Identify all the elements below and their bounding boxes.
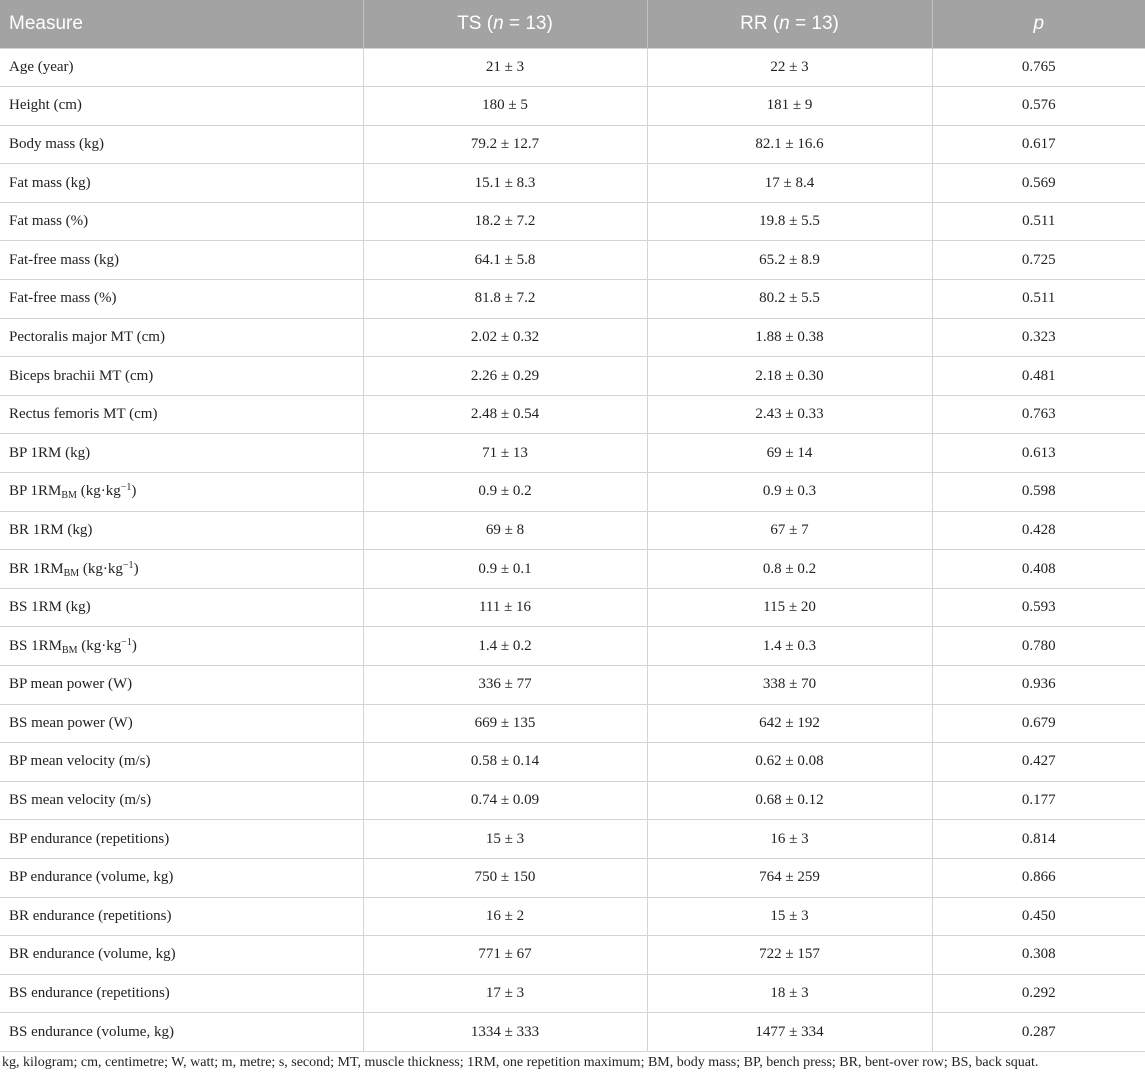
measure-cell: BR $1RM_{BM}$ $(kg\cdot kg^{-1})$: [0, 550, 363, 589]
p-value-cell: 0.308: [932, 936, 1145, 975]
measure-cell: BP $1RM_{BM}$ $(kg\cdot kg^{-1})$: [0, 473, 363, 512]
header-rr: RR (n = 13): [647, 0, 932, 48]
rr-cell: 1.4 ± 0.3: [647, 627, 932, 666]
ts-cell: 669 ± 135: [363, 704, 647, 743]
measure-cell: Fat-free mass (kg): [0, 241, 363, 280]
ts-cell: 0.9 ± 0.2: [363, 473, 647, 512]
p-value-cell: 0.427: [932, 743, 1145, 782]
table-row: [0, 974, 1145, 1013]
p-value-cell: 0.323: [932, 318, 1145, 357]
measure-cell: Body mass (kg): [0, 125, 363, 164]
p-value-cell: 0.593: [932, 588, 1145, 627]
rr-cell: 17 ± 8.4: [647, 164, 932, 203]
table-row: [0, 280, 1145, 319]
ts-cell: 2.26 ± 0.29: [363, 357, 647, 396]
table-row: [0, 704, 1145, 743]
table-row: [0, 395, 1145, 434]
table-row: [0, 241, 1145, 280]
ts-cell: 1334 ± 333: [363, 1013, 647, 1052]
ts-cell: 2.48 ± 0.54: [363, 395, 647, 434]
rr-cell: 1.88 ± 0.38: [647, 318, 932, 357]
rr-cell: 16 ± 3: [647, 820, 932, 859]
table-row: [0, 897, 1145, 936]
table-row: [0, 588, 1145, 627]
ts-cell: 64.1 ± 5.8: [363, 241, 647, 280]
header-row: [0, 0, 1145, 48]
ts-cell: 111 ± 16: [363, 588, 647, 627]
p-value-cell: 0.763: [932, 395, 1145, 434]
p-value-cell: 0.617: [932, 125, 1145, 164]
measure-cell: BP mean velocity (m/s): [0, 743, 363, 782]
table-row: [0, 164, 1145, 203]
ts-cell: 71 ± 13: [363, 434, 647, 473]
ts-cell: 750 ± 150: [363, 858, 647, 897]
table-row: [0, 473, 1145, 512]
measure-cell: BS $1RM_{BM}$ $(kg\cdot kg^{-1})$: [0, 627, 363, 666]
rr-cell: 15 ± 3: [647, 897, 932, 936]
rr-cell: 0.62 ± 0.08: [647, 743, 932, 782]
p-value-cell: 0.428: [932, 511, 1145, 550]
ts-cell: 1.4 ± 0.2: [363, 627, 647, 666]
table-row: [0, 357, 1145, 396]
rr-cell: 69 ± 14: [647, 434, 932, 473]
p-value-cell: 0.177: [932, 781, 1145, 820]
ts-cell: 0.9 ± 0.1: [363, 550, 647, 589]
ts-cell: 21 ± 3: [363, 48, 647, 87]
rr-cell: 80.2 ± 5.5: [647, 280, 932, 319]
ts-cell: 18.2 ± 7.2: [363, 202, 647, 241]
table-row: [0, 627, 1145, 666]
ts-cell: 81.8 ± 7.2: [363, 280, 647, 319]
rr-cell: 67 ± 7: [647, 511, 932, 550]
table-row: [0, 820, 1145, 859]
measure-cell: BP mean power (W): [0, 666, 363, 705]
rr-cell: 338 ± 70: [647, 666, 932, 705]
p-value-cell: 0.936: [932, 666, 1145, 705]
table-row: [0, 87, 1145, 126]
table-row: [0, 48, 1145, 87]
rr-cell: 115 ± 20: [647, 588, 932, 627]
rr-cell: 22 ± 3: [647, 48, 932, 87]
measure-cell: BP 1RM (kg): [0, 434, 363, 473]
table-row: [0, 666, 1145, 705]
ts-cell: 336 ± 77: [363, 666, 647, 705]
table-row: [0, 202, 1145, 241]
rr-cell: 65.2 ± 8.9: [647, 241, 932, 280]
table-row: [0, 781, 1145, 820]
measure-cell: BS mean velocity (m/s): [0, 781, 363, 820]
table-row: [0, 1013, 1145, 1052]
p-value-cell: 0.613: [932, 434, 1145, 473]
ts-cell: 79.2 ± 12.7: [363, 125, 647, 164]
measure-cell: Fat mass (kg): [0, 164, 363, 203]
ts-cell: 69 ± 8: [363, 511, 647, 550]
p-value-cell: 0.765: [932, 48, 1145, 87]
p-value-cell: 0.481: [932, 357, 1145, 396]
measure-cell: Rectus femoris MT (cm): [0, 395, 363, 434]
rr-cell: 0.9 ± 0.3: [647, 473, 932, 512]
rr-cell: 722 ± 157: [647, 936, 932, 975]
measure-cell: Fat-free mass (%): [0, 280, 363, 319]
table-row: [0, 511, 1145, 550]
measure-cell: BR endurance (repetitions): [0, 897, 363, 936]
measure-cell: BS 1RM (kg): [0, 588, 363, 627]
measure-cell: Height (cm): [0, 87, 363, 126]
measure-cell: BP endurance (volume, kg): [0, 858, 363, 897]
rr-cell: 181 ± 9: [647, 87, 932, 126]
rr-cell: 0.8 ± 0.2: [647, 550, 932, 589]
p-value-cell: 0.780: [932, 627, 1145, 666]
rr-cell: 642 ± 192: [647, 704, 932, 743]
header-ts: TS (n = 13): [363, 0, 647, 48]
measure-cell: BR endurance (volume, kg): [0, 936, 363, 975]
rr-cell: 1477 ± 334: [647, 1013, 932, 1052]
rr-cell: 0.68 ± 0.12: [647, 781, 932, 820]
p-value-cell: 0.450: [932, 897, 1145, 936]
ts-cell: 15.1 ± 8.3: [363, 164, 647, 203]
measure-cell: Fat mass (%): [0, 202, 363, 241]
p-value-cell: 0.287: [932, 1013, 1145, 1052]
rr-cell: 19.8 ± 5.5: [647, 202, 932, 241]
p-value-cell: 0.511: [932, 280, 1145, 319]
table-footnote: kg, kilogram; cm, centimetre; W, watt; m, metre; s, second; MT, muscle thickness; 1RM, one repetition maximum; BM, body mass; BP, bench press; BR, bent-over row; BS, back squat.: [2, 1055, 1039, 1070]
rr-cell: 2.18 ± 0.30: [647, 357, 932, 396]
ts-cell: 17 ± 3: [363, 974, 647, 1013]
ts-cell: 0.58 ± 0.14: [363, 743, 647, 782]
p-value-cell: 0.576: [932, 87, 1145, 126]
measure-cell: Biceps brachii MT (cm): [0, 357, 363, 396]
ts-cell: 15 ± 3: [363, 820, 647, 859]
p-value-cell: 0.511: [932, 202, 1145, 241]
measure-cell: BR 1RM (kg): [0, 511, 363, 550]
measure-cell: BS endurance (repetitions): [0, 974, 363, 1013]
ts-cell: 180 ± 5: [363, 87, 647, 126]
table-row: [0, 936, 1145, 975]
measure-cell: Age (year): [0, 48, 363, 87]
header-p: p: [932, 0, 1145, 48]
rr-cell: 18 ± 3: [647, 974, 932, 1013]
table-row: [0, 318, 1145, 357]
measure-cell: BS endurance (volume, kg): [0, 1013, 363, 1052]
p-value-cell: 0.814: [932, 820, 1145, 859]
rr-cell: 2.43 ± 0.33: [647, 395, 932, 434]
rr-cell: 764 ± 259: [647, 858, 932, 897]
table-row: [0, 434, 1145, 473]
p-value-cell: 0.598: [932, 473, 1145, 512]
table-row: [0, 858, 1145, 897]
measure-cell: BS mean power (W): [0, 704, 363, 743]
table-row: [0, 125, 1145, 164]
header-measure: Measure: [9, 12, 83, 34]
measure-cell: Pectoralis major MT (cm): [0, 318, 363, 357]
measure-cell: BP endurance (repetitions): [0, 820, 363, 859]
ts-cell: 16 ± 2: [363, 897, 647, 936]
p-value-cell: 0.866: [932, 858, 1145, 897]
p-value-cell: 0.408: [932, 550, 1145, 589]
table-row: [0, 743, 1145, 782]
p-value-cell: 0.679: [932, 704, 1145, 743]
ts-cell: 771 ± 67: [363, 936, 647, 975]
rr-cell: 82.1 ± 16.6: [647, 125, 932, 164]
ts-cell: 0.74 ± 0.09: [363, 781, 647, 820]
p-value-cell: 0.292: [932, 974, 1145, 1013]
p-value-cell: 0.569: [932, 164, 1145, 203]
ts-cell: 2.02 ± 0.32: [363, 318, 647, 357]
table-row: [0, 550, 1145, 589]
p-value-cell: 0.725: [932, 241, 1145, 280]
